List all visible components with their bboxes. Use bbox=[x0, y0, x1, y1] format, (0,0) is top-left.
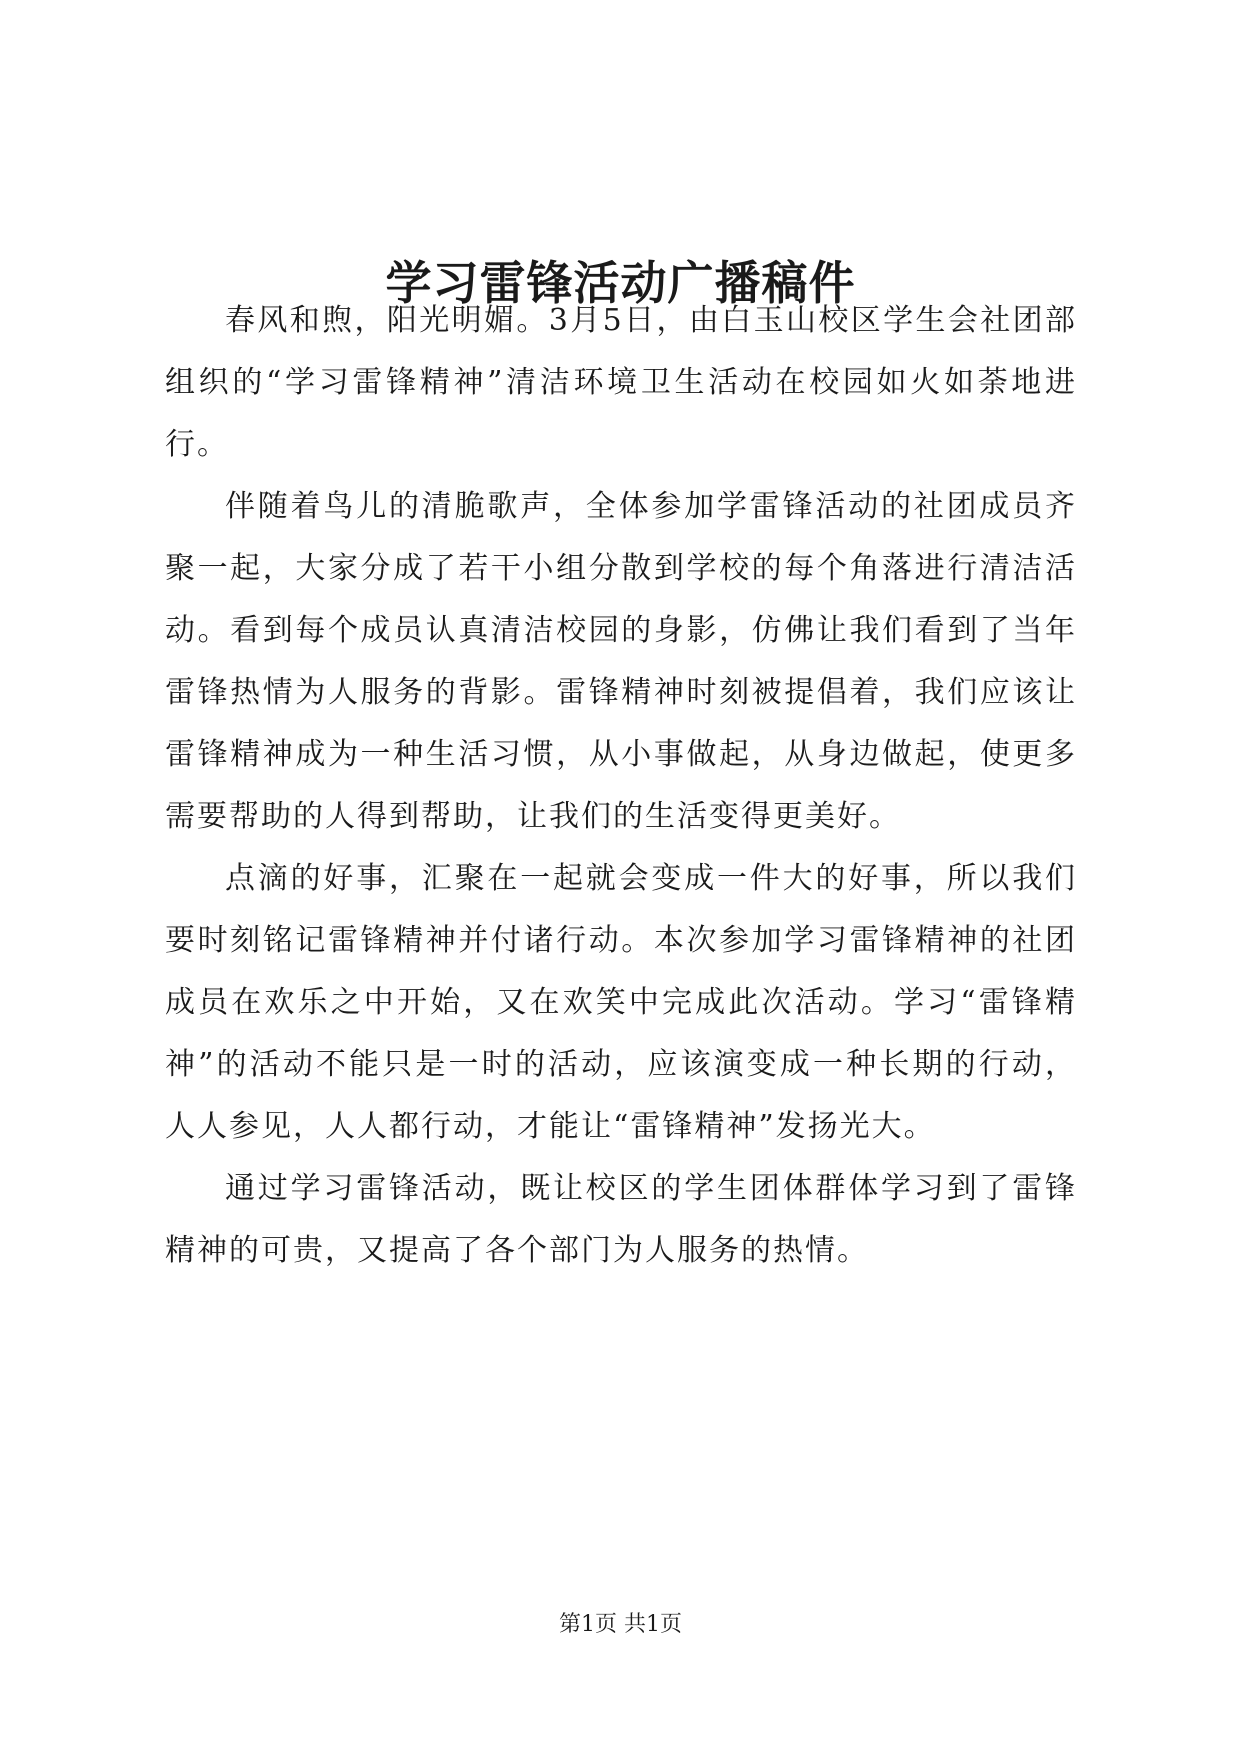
document-body bbox=[165, 290, 1077, 1282]
document-title: 学习雷锋活动广播稿件 bbox=[385, 255, 856, 310]
paragraph-2: 伴随着鸟儿的清脆歌声，全体参加学雷锋活动的社团成员齐聚一起，大家分成了若干小组分散到学校的每个角落进行清洁活动。看到每个成员认真清洁校园的身影，仿佛让我们看到了当年雷锋热情为人服务的背影。雷锋精神时刻被提倡着，我们应该让雷锋精神成为一种生活习惯，从小事做起，从身边做起，使更多需要帮助的人得到帮助，让我们的生活变得更美好。 bbox=[165, 489, 1077, 834]
paragraph-4: 通过学习雷锋活动，既让校区的学生团体群体学习到了雷锋精神的可贵，又提高了各个部门为人服务的热情。 bbox=[165, 1171, 1077, 1268]
paragraph-3: 点滴的好事，汇聚在一起就会变成一件大的好事，所以我们要时刻铭记雷锋精神并付诸行动。本次参加学习雷锋精神的社团成员在欢乐之中开始，又在欢笑中完成此次活动。学习“雷锋精神”的活动不能只是一时的活动，应该演变成一种长期的行动，人人参见，人人都行动，才能让“雷锋精神”发扬光大。 bbox=[165, 861, 1077, 1144]
paragraph-1: 春风和煦，阳光明媚。3月5日，由白玉山校区学生会社团部组织的“学习雷锋精神”清洁环境卫生活动在校园如火如荼地进行。 bbox=[165, 303, 1077, 462]
page-number-footer: 第1页 共1页 bbox=[559, 1612, 682, 1637]
